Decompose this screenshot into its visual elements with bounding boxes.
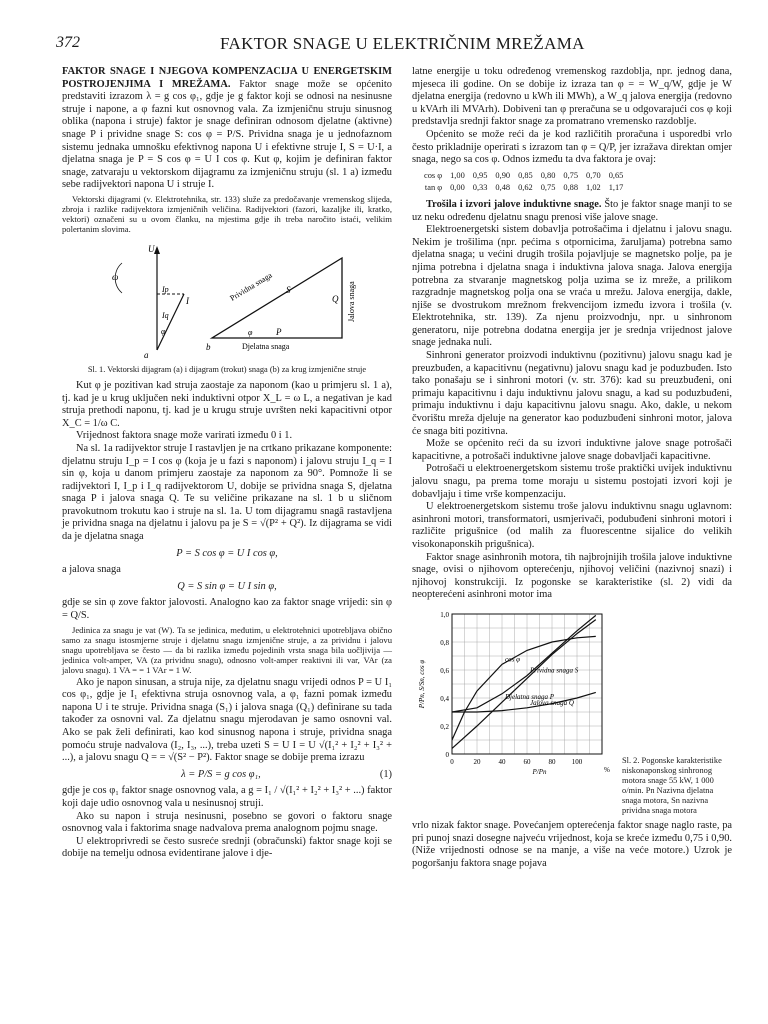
row-label: tan φ <box>424 183 443 193</box>
label-Iq: Iq <box>162 310 169 320</box>
table-cell: 0,62 <box>518 183 533 193</box>
label-active-power: Djelatna snaga <box>242 341 290 351</box>
series-label: Jalova snaga Q <box>530 698 574 707</box>
paragraph: Sinhroni generator proizvodi induktivnu (pozitivnu) jalovu snagu kad je preuzbuđen, a kapacitivnu (negativnu) jalovu snagu kad je poduzbuđen. Isto tako ponašaju se i sinhroni motori (v. str. 376): kad su preuzbuđeni, oni primaju kapacitivnu i daju induktivnu jalovu snagu, a kad su poduzbuđeni, primaju induktivnu i daju kapacitivnu jalovu snagu. Ako, dakle, u nekom čvorištu mreža djeluje na generator kao poduzbuđeni sinhroni motor, jalova će snaga biti pozitivna. <box>412 350 732 437</box>
section-title: FAKTOR SNAGE I NJEGOVA KOMPENZACIJA U ENERGETSKIM POSTROJENJIMA I MREŽAMA. <box>62 66 392 90</box>
series-line <box>452 636 596 740</box>
footnote: Vektorski dijagrami (v. Elektrotehnika, str. 133) služe za predočavanje vremenskog slijeda, zbroja i razlike radijvektora izmjeničnih veličina. Radijvektori (fazori, kazaljke ili, kratko, vektori) označeni su u ovom članku, na mjestima gdje ih treba naročito istaći, velikim polertanim slovima. <box>62 193 392 234</box>
table-cell: 0,65 <box>608 170 624 180</box>
label-U: U <box>148 243 155 254</box>
table-cell: 1,17 <box>608 183 624 193</box>
paragraph: Kut φ je pozitivan kad struja zaostaje za naponom (kao u primjeru sl. 1 a), tj. kad je u krug uključen neki induktivni otpor X_L = ω L, a negativan je kad struja prethodi naponu, tj. kad je u krugu struje uvršten neki kapacitivni otpor X_C = 1/ω C. <box>62 379 392 429</box>
table-cell: 0,75 <box>563 170 579 180</box>
x-axis-label: P/Pn <box>532 767 547 776</box>
figure-2 <box>412 606 732 816</box>
table-cell: 0,88 <box>563 183 579 193</box>
table-cell: 0,90 <box>495 170 511 180</box>
label-omega: ω <box>112 271 119 282</box>
paragraph: latne energije u toku određenog vremenskog razdoblja, npr. jednog dana, mjeseca ili godine. On se dobije iz izraza tan φ = = W_q/W, gdje je W djelatna energija (redovno u kWh ili MWh), a W_q jalova energija (redovno u kVArh ili MVArh). Dobiveni tan φ preračuna se u odgovarajući cos φ koji predstavlja srednji faktor snage za promatrano vremensko razdoblje. <box>412 66 732 128</box>
label-reactive-power: Jalova snaga <box>347 281 356 322</box>
right-column <box>412 66 732 870</box>
paragraph: gdje se sin φ zove faktor jalovosti. Analogno kao za faktor snage vrijedi: sin φ = Q/S. <box>62 597 392 622</box>
paragraph: U elektroenergetskom sistemu troše jalovu induktivnu snagu uglavnom: asinhroni motori, transformatori, usmjerivači, podubuđeni sinhroni motori i različite prigušnice (od malih za fluorescentne sijalice do velikih visokonaponskih prigušnica). <box>412 501 732 550</box>
figure-2-caption: Sl. 2. Pogonske karakteristike niskonaponskog sinhronog motora snage 55 kW, 1 000 o/min. Pn Nazivna djelatna snaga motora, Sn nazivna prividna snaga motora <box>622 755 722 815</box>
cos-tan-table <box>420 170 627 195</box>
table-cell: 0,95 <box>472 170 488 180</box>
label-b: b <box>206 341 211 352</box>
paragraph: Potrošači u elektroenergetskom sistemu troše praktički uvijek induktivnu jalovu snagu, pa prema tome moraju u sistemu postojati izvori koji je dobavljaju i time vrše kompenzaciju. <box>412 463 732 500</box>
x-tick-label: 20 <box>473 757 481 766</box>
paragraph: Ako je napon sinusan, a struja nije, za djelatnu snagu vrijedi odnos P = U I₁ cos φ₁, gdje je I₁ efektivna struja osnovnog vala, a φ₁ fazni pomak između napona U i te struje. Prividna snaga (S₁) i jalova snaga (Q₁) definirane su tada također za osnovni val. Za djelatnu snagu mjerodavan je samo osnovni val. Ako se pak želi definirati, kao kod sinusnog napona i struje, prividna snaga pomoću struje nadvalova (I₂, I₃, ...), treba uzeti S = U I = U √(I₁² + I₂² + I₃² + ...), a jalovu snagu Q = = √(S² − P²). Faktor snage se dobije prema izrazu <box>62 676 392 764</box>
footnote: Jedinica za snagu je vat (W). Ta se jedinica, međutim, u elektrotehnici upotrebljava obično samo za snagu istosmjerne struje i djelatnu snagu izmjenične struje, a za prividnu i jalovu snagu upotrebljava se često — da bi razlika između pojedinih vrsta snaga bila uočljivija — jedinica volt-amper, VA (za prividnu snagu), odnosno volt-amper reaktivni ili var, VAr (za jalovu snagu). 1 VA = = 1 VAr = 1 W. <box>62 624 392 675</box>
y-tick-label: 0,6 <box>440 666 449 675</box>
x-tick-label: 80 <box>548 757 556 766</box>
x-tick-label: 40 <box>498 757 506 766</box>
row-label: cos φ <box>424 170 443 180</box>
equation-1 <box>62 769 392 782</box>
table-cell: 1,02 <box>586 183 601 193</box>
paragraph: vrlo nizak faktor snage. Povećanjem opterećenja faktor snage naglo raste, pa pri punoj snazi dosegne najveću vrijednost, koja se kreće između 0,75 i 0,90. (Niže vrijednosti odnose se na manje, a više na veće motore.) Uzrok je pogoršanju faktora snage pojava <box>412 819 732 869</box>
paragraph: Što je faktor snage manji to se uz neku određenu djelatnu snagu prenosi više jalove snage. <box>412 198 732 223</box>
label-Ip: Ip <box>162 284 169 294</box>
equation: P = S cos φ = U I cos φ, <box>176 547 278 559</box>
paragraph: Ako su napon i struja nesinusni, posebno se govori o faktoru snage osnovnog vala i faktorima snage nadvalova prema analognom pojmu snage. <box>62 810 392 835</box>
equation: Q = S sin φ = U I sin φ, <box>177 580 277 592</box>
paragraph: Elektroenergetski sistem dobavlja potrošačima i djelatnu i jalovu snagu. Nekim je trošilima (npr. pećima s otpornicima, žaruljama) potrebna samo djelatna snaga; u većini drugih trošila pojavljuje se magnetsko polje, pa je njima potrebna i djelatna snaga i induktivna jalova snaga. Jalova energija potrebna za stvaranje magnetskog polja uzima se iz mreže, a prilikom razgradnje magnetskog polja ona se vraća u mrežu. Jalova energija, dakle, njiše se dvostrukom mrežnom frekvencijom između izvora i trošila (v. Elektrotehnika, str. 139). Za njenu proizvodnju, npr. u sinhronom generatoru, nije potrebna dodatna energija jer je srednja vrijednost jalove snage jednaka nuli. <box>412 224 732 349</box>
paragraph: Vrijednost faktora snage može varirati između 0 i 1. <box>76 430 293 442</box>
label-phi-b: φ <box>248 327 253 337</box>
paragraph: Može se općenito reći da su izvori induktivne jalove snage potrošači kapacitivne, a potrošači induktivne jalove snage dobavljači kapacitivne. <box>412 438 732 462</box>
left-column <box>62 66 392 861</box>
running-title: FAKTOR SNAGE U ELEKTRIČNIM MREŽAMA <box>220 34 585 53</box>
label-Q: Q <box>332 293 339 304</box>
y-axis-label: P/Pn, S/Sn, cos φ <box>418 659 426 709</box>
x-tick-label: 60 <box>523 757 531 766</box>
label-I: I <box>186 295 189 306</box>
paragraph: a jalova snaga <box>62 564 121 576</box>
table-cell: 0,48 <box>495 183 511 193</box>
label-apparent-power: Prividna snaga <box>228 270 274 303</box>
table-cell: 0,70 <box>586 170 601 180</box>
label-P: P <box>276 326 282 337</box>
label-phi: φ <box>161 326 166 336</box>
paragraph: Općenito se može reći da je kod različitih proračuna i usporedbi vrlo često prikladnije operirati s izrazom tan φ = Q/P, jer izražava direktan omjer snaga, nego sa cos φ. Odnos između ta dva faktora je ovaj: <box>412 128 732 166</box>
table-cell: 0,85 <box>518 170 533 180</box>
page-header <box>56 34 722 58</box>
paragraph: U elektroprivredi se često susreće srednji (obračunski) faktor snage koji se dobije na temelju odnosa evidentirane jalove i dje- <box>62 835 392 860</box>
label-S: S <box>286 284 291 295</box>
table-cell: 0,00 <box>450 183 465 193</box>
y-tick-label: 0,2 <box>440 722 449 731</box>
series-label: Prividna snaga S <box>530 666 579 675</box>
paragraph: Faktor snage asinhronih motora, tih najbrojnijih trošila jalove induktivne snage, ovisi o njihovom opterećenju, njihovoj veličini (nazivnoj snazi) i njihovoj konstrukciji. Iz pogonske se karakteristike (sl. 2) vidi da neopterećeni asinhroni motor ima <box>412 551 732 601</box>
series-label: Djelatna snaga P <box>505 693 554 702</box>
y-tick-label: 0,4 <box>440 694 449 703</box>
paragraph: gdje je cos φ₁ faktor snage osnovnog vala, a g = I₁ / √(I₁² + I₂² + I₃² + ...) faktor koji daje udio osnovnog vala u nesinusnoj struji. <box>62 785 392 809</box>
table-cell: 1,00 <box>450 170 465 180</box>
equation-text: λ = P/S = g cos φ₁, <box>181 768 261 780</box>
x-unit-label: % <box>604 765 610 774</box>
figure-1 <box>62 238 392 376</box>
figure-1-caption: Sl. 1. Vektorski dijagram (a) i dijagram (trokut) snaga (b) za krug izmjenične struje <box>87 364 367 374</box>
page-number: 372 <box>56 34 80 51</box>
vector-diagram <box>62 238 392 360</box>
paragraph: Faktor snage može se općenito predstaviti izrazom λ = g cos φ₁, gdje je g faktor koji se odnosi na nesinusne struje i napone, a φ fazni kut osnovnog vala. Za izmjeničnu struju sinusnog oblika (napona i struje) faktor je snage definiran odnosom djelatne (aktivne) snage P i prividne snage S: cos φ = P/S. Prividna snaga je u jednofaznom sistemu jednaka umnošku efektivnog napona U i efektivne struje I, S = U·I, a djelatna snaga je P = S cos φ = U I cos φ. Kut φ, kojim je definiran faktor snage, zatvaraju u vektorskom dijagramu za izmjeničnu struju (sl. 1 a) između sebe radijvektori napona U i struje I. <box>62 78 392 191</box>
series-label: cos φ <box>505 655 520 664</box>
table-cell: 0,80 <box>540 170 556 180</box>
characteristics-chart <box>412 606 622 786</box>
y-tick-label: 0,8 <box>440 638 449 647</box>
equation-number: (1) <box>379 768 392 780</box>
current-vector <box>157 294 184 350</box>
y-tick-label: 0 <box>445 750 449 759</box>
x-tick-label: 0 <box>450 757 454 766</box>
table-cell: 0,33 <box>472 183 488 193</box>
table-row <box>420 170 627 183</box>
label-a: a <box>144 349 149 360</box>
paragraph: Na sl. 1a radijvektor struje I rastavljen je na crtkano prikazane komponente: djelatnu struju I_p = I cos φ (koja je u fazi s naponom) i jalovu struju I_q = I sin φ, koja u danom primjeru zaostaje za naponom za 90°. Pomnože li se radijvektori I, I_p i I_q radijvektorom U, dobije se prividna snaga S, djelatna snaga P i jalova snaga Q. Te su veličine prikazane na sl. 1 b u sličnom pravokutnom trokutu kao i struje na sl. 1a. U tom dijagramu snagâ rastavljena je prividna snaga na djelatnu i jalovu pa je S = √(P² + Q²). Iz dijagrama se vidi da je djelatna snaga <box>62 442 392 543</box>
section-title: Trošila i izvori jalove induktivne snage. <box>426 198 602 210</box>
table-row <box>420 182 627 195</box>
x-tick-label: 100 <box>571 757 583 766</box>
y-tick-label: 1,0 <box>440 610 449 619</box>
table-cell: 0,75 <box>540 183 556 193</box>
